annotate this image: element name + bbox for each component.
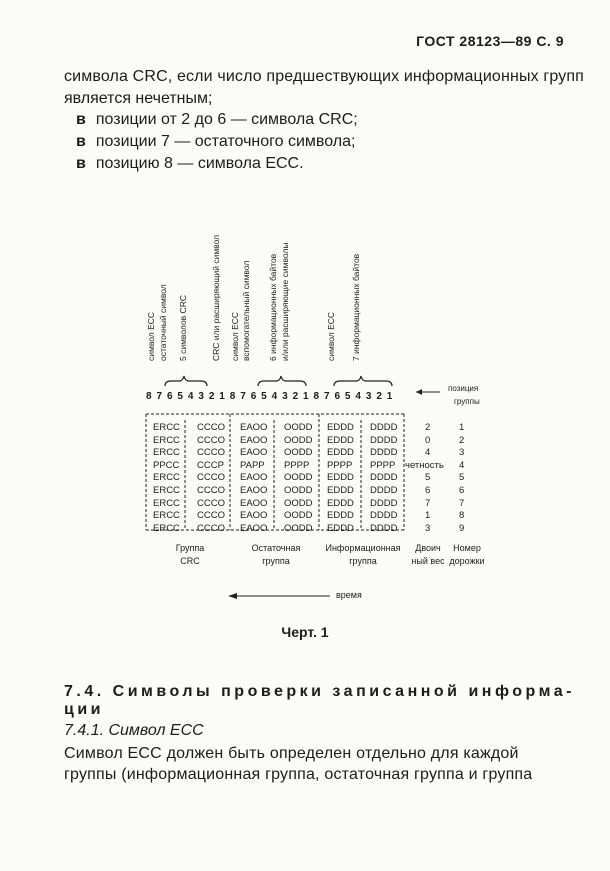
table-cell-weight: 3 [425, 522, 431, 534]
label-binary-weight: Двоич ный вес [411, 543, 445, 566]
table-cell-res-b: OODD [284, 472, 313, 484]
vlabel-ecc-symbol-2: символ ECC [230, 311, 240, 361]
vlabel-info-bytes-7: 7 информационных байтов [351, 253, 361, 361]
table-cell-res-a: EAOO [240, 422, 268, 433]
label-crc-group: Группа CRC [175, 543, 205, 566]
table-cell-res-b: OODD [284, 434, 313, 446]
subsection-title: 7.4.1. Символ ECC [64, 722, 204, 739]
bullet-marker: в [76, 111, 86, 128]
intro-line-1: символа CRC, если число предшествующих информационных групп [64, 68, 584, 85]
table-cell-inf-a: EDDD [327, 522, 354, 534]
table-cell-inf-a: EDDD [327, 510, 354, 522]
table-cell-res-a: EAOO [240, 447, 268, 459]
table-cell-number: 5 [459, 472, 465, 484]
table-cell-inf-a: EDDD [327, 422, 354, 433]
table-cell-res-b: OODD [284, 485, 313, 496]
table-cell-weight: 7 [425, 497, 431, 509]
brace-residual [258, 376, 306, 386]
table-cell-inf-b: DDDD [370, 522, 398, 534]
table-cell-weight: 1 [425, 510, 431, 522]
vlabel-auxiliary-symbol: вспомогательный символ [241, 260, 251, 361]
table-cell-res-b: OODD [284, 510, 313, 522]
table-cell-crc-b: CCCO [197, 422, 225, 433]
table-cell-crc-a: ERCC [153, 497, 180, 509]
table-cell-res-a: EAOO [240, 497, 268, 509]
table-cell-inf-b: DDDD [370, 497, 398, 509]
table-cell-res-b: OODD [284, 447, 313, 459]
page-header: ГОСТ 28123—89 С. 9 [416, 33, 564, 49]
table-cell-number: 8 [459, 510, 465, 522]
table-cell-crc-a: ERCC [153, 422, 180, 433]
vlabel-residual-symbol: остаточный символ [158, 284, 168, 361]
table-cell-inf-b: DDDD [370, 510, 398, 522]
table-cell-crc-b: CCCO [197, 447, 225, 459]
table-cell-inf-a: EDDD [327, 485, 354, 496]
positions-label: позиция [448, 384, 479, 393]
vlabel-ecc-symbol: символ ECC [146, 311, 156, 361]
table-cell-number: 9 [459, 522, 465, 534]
table-cell-inf-b: DDDD [370, 434, 398, 446]
table-cell-crc-b: CCCO [197, 485, 225, 496]
body-line-2: группы (информационная группа, остаточная группа и группа [64, 766, 533, 783]
bullet-marker: в [76, 155, 86, 172]
brace-info [334, 376, 392, 386]
vlabel-extending-symbols: и/или расширяющие символы [280, 242, 290, 361]
table-cell-crc-a: ERCC [153, 485, 180, 496]
bullet-text: позиции от 2 до 6 — символа CRC; [95, 111, 358, 128]
table-cell-inf-a: EDDD [327, 472, 354, 484]
table-cell-number: 6 [459, 485, 465, 496]
group-label: группы [454, 397, 480, 406]
table-cell-crc-b: CCCO [197, 510, 225, 522]
table-cell-crc-a: ERCC [153, 447, 180, 459]
brace-crc [165, 376, 207, 386]
table-cell-res-b: OODD [284, 522, 313, 534]
table-cell-crc-b: CCCP [197, 459, 224, 471]
label-track-number: Номер дорожки [449, 543, 485, 566]
table-cell-weight: четность [405, 459, 444, 471]
table-cell-weight: 2 [425, 422, 431, 433]
table-cell-inf-b: DDDD [370, 485, 398, 496]
table-cell-inf-a: EDDD [327, 434, 354, 446]
vlabel-crc-or-extending: CRC или расширяющий символ [211, 234, 221, 361]
table-cell-res-b: OODD [284, 497, 313, 509]
body-line-1: Символ ECC должен быть определен отдельно для каждой [64, 745, 519, 762]
table-cell-res-b: OODD [284, 422, 313, 433]
section-title-line-2: ции [64, 701, 105, 718]
vlabel-info-bytes-6: 6 информационных байтов [268, 253, 278, 361]
arrow-head-icon [416, 389, 422, 395]
table-cell-crc-a: ERCC [153, 522, 180, 534]
table-cell-weight: 0 [425, 434, 431, 446]
time-arrow-head-icon [228, 593, 237, 599]
table-cell-inf-a: EDDD [327, 497, 354, 509]
table-cell-res-b: PPPP [284, 459, 310, 471]
label-residual-group: Остаточная группа [251, 543, 301, 566]
vlabel-ecc-symbol-3: символ ECC [326, 311, 336, 361]
table-cell-res-a: EAOO [240, 510, 268, 522]
table-cell-res-a: PAPP [240, 459, 265, 471]
table-cell-crc-a: ERCC [153, 510, 180, 522]
section-title-line-1: 7.4. Символы проверки записанной информа- [64, 683, 575, 700]
table-cell-inf-a: PPPP [327, 459, 353, 471]
table-cell-crc-b: CCCO [197, 434, 225, 446]
time-label: время [336, 590, 362, 600]
table-cell-number: 2 [459, 434, 465, 446]
figure-caption: Черт. 1 [281, 624, 329, 640]
table-cell-inf-b: DDDD [370, 447, 398, 459]
table-cell-crc-b: CCCO [197, 522, 225, 534]
table-cell-number: 7 [459, 497, 465, 509]
table-cell-weight: 6 [425, 485, 431, 496]
table-cell-crc-b: CCCO [197, 472, 225, 484]
intro-line-2: является нечетным; [64, 90, 213, 107]
bullet-text: позицию 8 — символа ECC. [95, 155, 304, 172]
table-cell-inf-b: DDDD [370, 472, 398, 484]
positions-row: 876543218765432187654321 [146, 391, 398, 402]
table-cell-number: 3 [459, 447, 465, 459]
bullet-text: позиции 7 — остаточного символа; [95, 133, 356, 150]
table-cell-crc-a: PPCC [153, 459, 180, 471]
label-info-group: Информационная группа [325, 543, 401, 566]
table-cell-res-a: EAOO [240, 472, 268, 484]
table-cell-res-a: EAOO [240, 434, 268, 446]
table-cell-crc-a: ERCC [153, 434, 180, 446]
table-cell-res-a: EAOO [240, 522, 268, 534]
table-cell-inf-a: EDDD [327, 447, 354, 459]
table-cell-number: 4 [459, 459, 465, 471]
table-cell-crc-b: CCCO [197, 497, 225, 509]
table-cell-number: 1 [459, 422, 465, 433]
table-cell-crc-a: ERCC [153, 472, 180, 484]
table-cell-inf-b: DDDD [370, 422, 398, 433]
table-cell-inf-b: PPPP [370, 459, 396, 471]
table-cell-res-a: EAOO [240, 485, 268, 496]
table-cell-weight: 5 [425, 472, 431, 484]
vlabel-crc-symbols: 5 символов CRC [178, 295, 188, 361]
table-cell-weight: 4 [425, 447, 431, 459]
bullet-marker: в [76, 133, 86, 150]
